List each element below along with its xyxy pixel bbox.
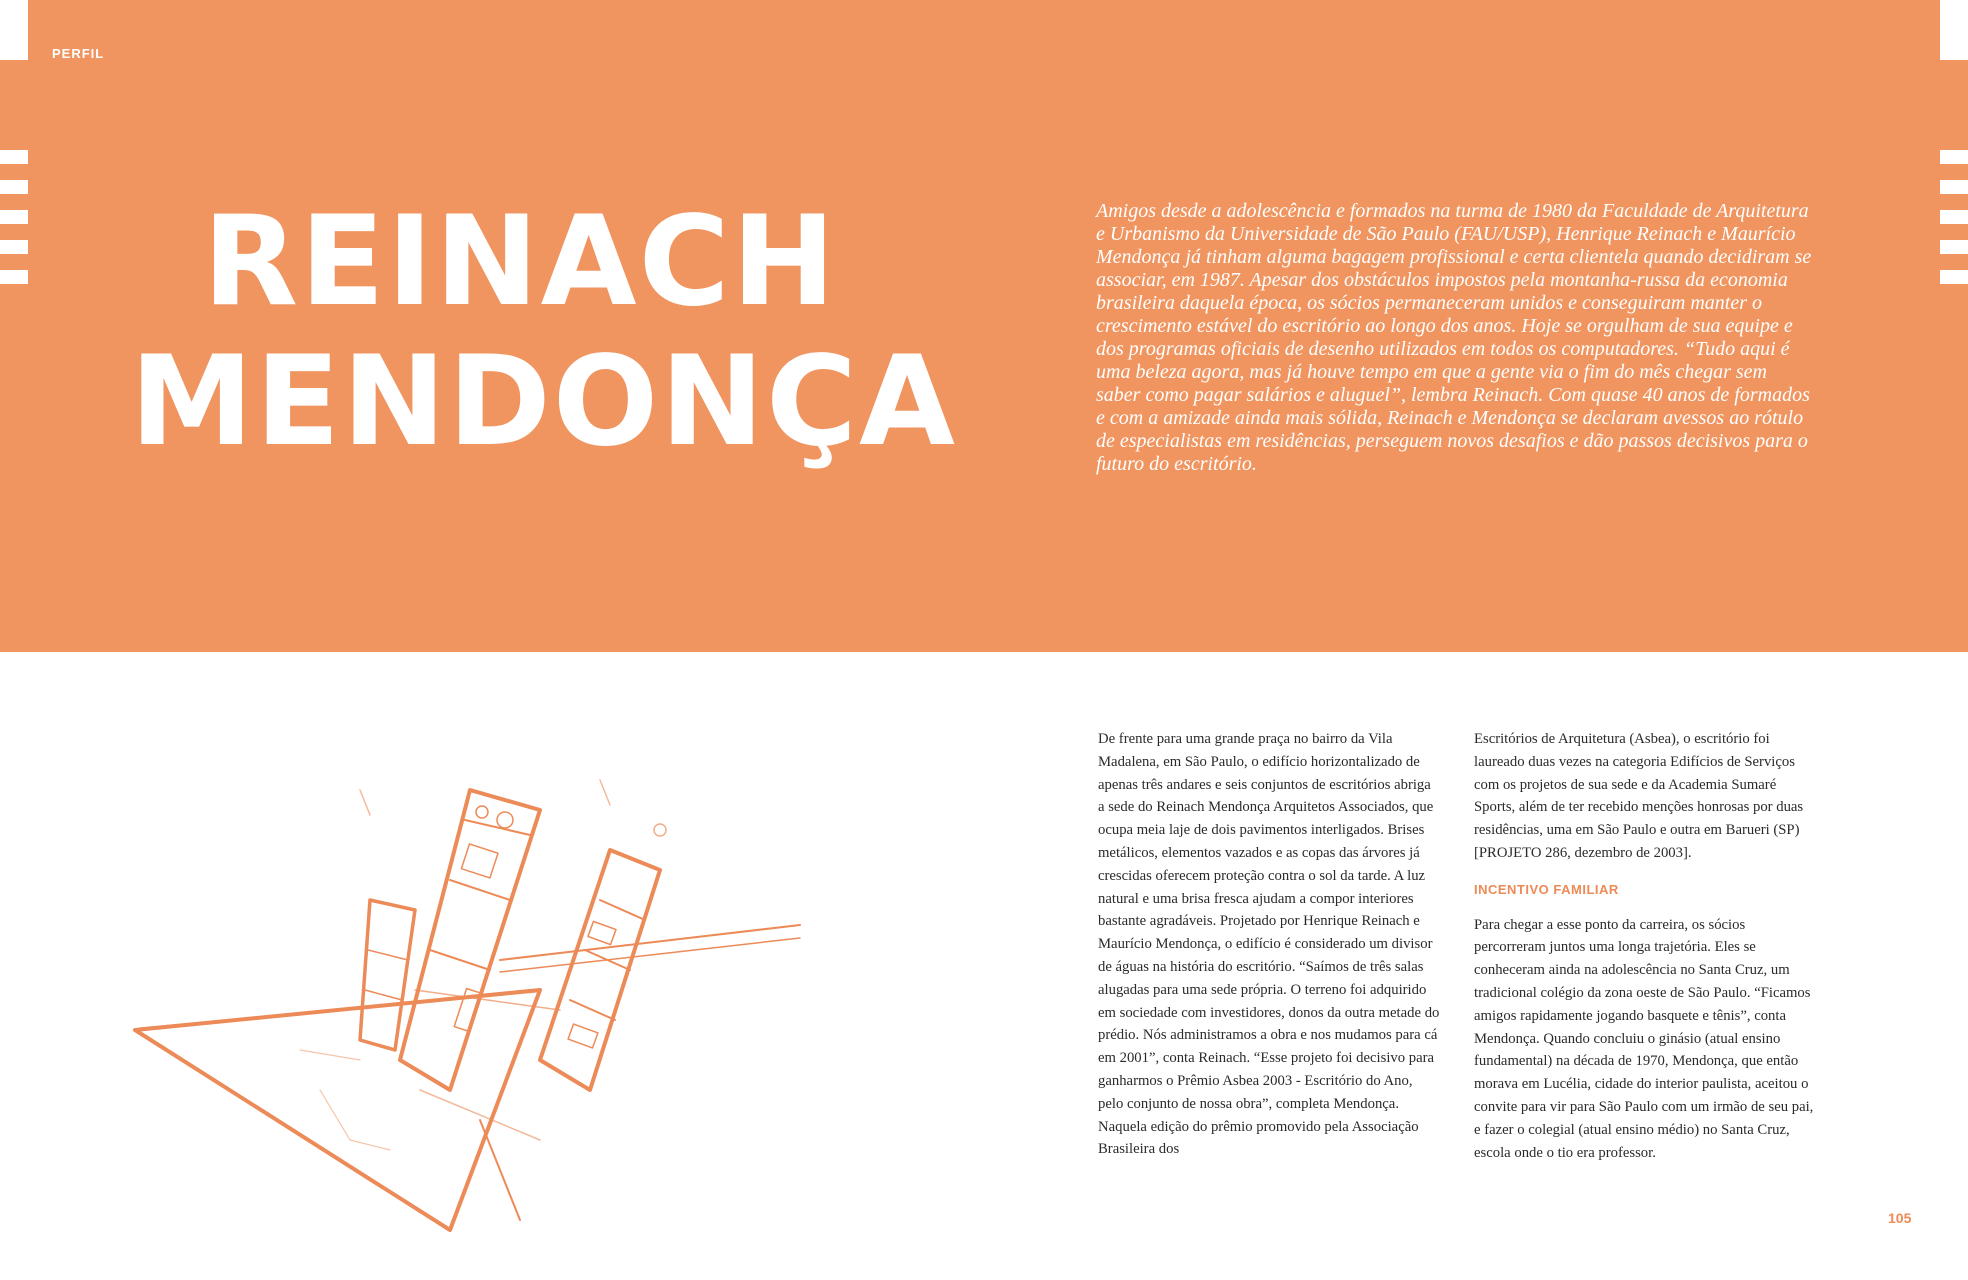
page-title — [130, 190, 957, 474]
body-paragraph: De frente para uma grande praça no bairro da Vila Madalena, em São Paulo, o edifício horizontalizado de apenas três andares e seis conjuntos de escritórios abriga a sede do Reinach Mendonça Arquitetos Associados, que ocupa meia laje de dois pavimentos interligados. Brises metálicos, elementos vazados e as copas das árvores já crescidas oferecem proteção contra o sol da tarde. A luz natural e uma brisa fresca ajudam a compor interiores bastante agradáveis. Projetado por Henrique Reinach e Maurício Mendonça, o edifício é considerado um divisor de águas na história do escritório. “Saímos de três salas alugadas para uma sede própria. O terreno foi adquirido em sociedade com investidores, donos da outra metade do prédio. Nós administramos a obra e nos mudamos para cá em 2001”, conta Reinach. “Esse projeto foi decisivo para ganharmos o Prêmio Asbea 2003 - Escritório do Ano, pelo conjunto de nossa obra”, completa Mendonça. Naquela edição do prêmio promovido pela Associação Brasileira dos — [1098, 731, 1440, 1158]
architectural-sketch-drawing — [120, 760, 880, 1240]
page-number: 105 — [1888, 1210, 1912, 1226]
body-column-1 — [1098, 728, 1440, 1161]
body-column-2 — [1474, 728, 1816, 1164]
page-tab-right — [1940, 0, 1968, 60]
title-line-2: MENDONÇA — [130, 330, 957, 474]
title-line-1: REINACH — [202, 190, 838, 334]
section-label: PERFIL — [52, 46, 105, 61]
edge-stripes-left — [0, 150, 28, 300]
section-subheading: INCENTIVO FAMILIAR — [1474, 881, 1619, 897]
body-paragraph: Escritórios de Arquitetura (Asbea), o escritório foi laureado duas vezes na categoria Edifícios de Serviços com os projetos de sua sede e da Academia Sumaré Sports, além de ter recebido menções honrosas por duas residências, uma em São Paulo e outra em Barueri (SP) [PROJETO 286, dezembro de 2003]. — [1474, 731, 1804, 861]
body-paragraph: Para chegar a esse ponto da carreira, os sócios percorreram juntos uma longa trajetória. Eles se conheceram ainda na adolescência no Santa Cruz, um tradicional colégio da zona oeste de São Paulo. “Ficamos amigos rapidamente jogando basquete e tênis”, conta Mendonça. Quando concluiu o ginásio (atual ensino fundamental) na década de 1970, Mendonça, que então morava em Lucélia, cidade do interior paulista, aceitou o convite para vir para São Paulo com um irmão de seu pai, e fazer o colegial (atual ensino médio) no Santa Cruz, escola onde o tio era professor. — [1474, 916, 1814, 1161]
page-tab-left — [0, 0, 28, 60]
intro-paragraph: Amigos desde a adolescência e formados na turma de 1980 da Faculdade de Arquitetura e Urbanismo da Universidade de São Paulo (FAU/USP), Henrique Reinach e Maurício Mendonça já tinham alguma bagagem profissional e certa clientela quando decidiram se associar, em 1987. Apesar dos obstáculos impostos pela montanha-russa da economia brasileira daquela época, os sócios permaneceram unidos e conseguiram manter o crescimento estável do escritório ao longo dos anos. Hoje se orgulham de sua equipe e dos programas oficiais de desenho utilizados em todos os computadores. “Tudo aqui é uma beleza agora, mas já houve tempo em que a gente via o fim do mês chegar sem saber como pagar salários e aluguel”, lembra Reinach. Com quase 40 anos de formados e com a amizade ainda mais sólida, Reinach e Mendonça se declaram avessos ao rótulo de especialistas em residências, perseguem novos desafios e dão passos decisivos para o futuro do escritório. — [1096, 200, 1812, 475]
edge-stripes-right — [1940, 150, 1968, 300]
